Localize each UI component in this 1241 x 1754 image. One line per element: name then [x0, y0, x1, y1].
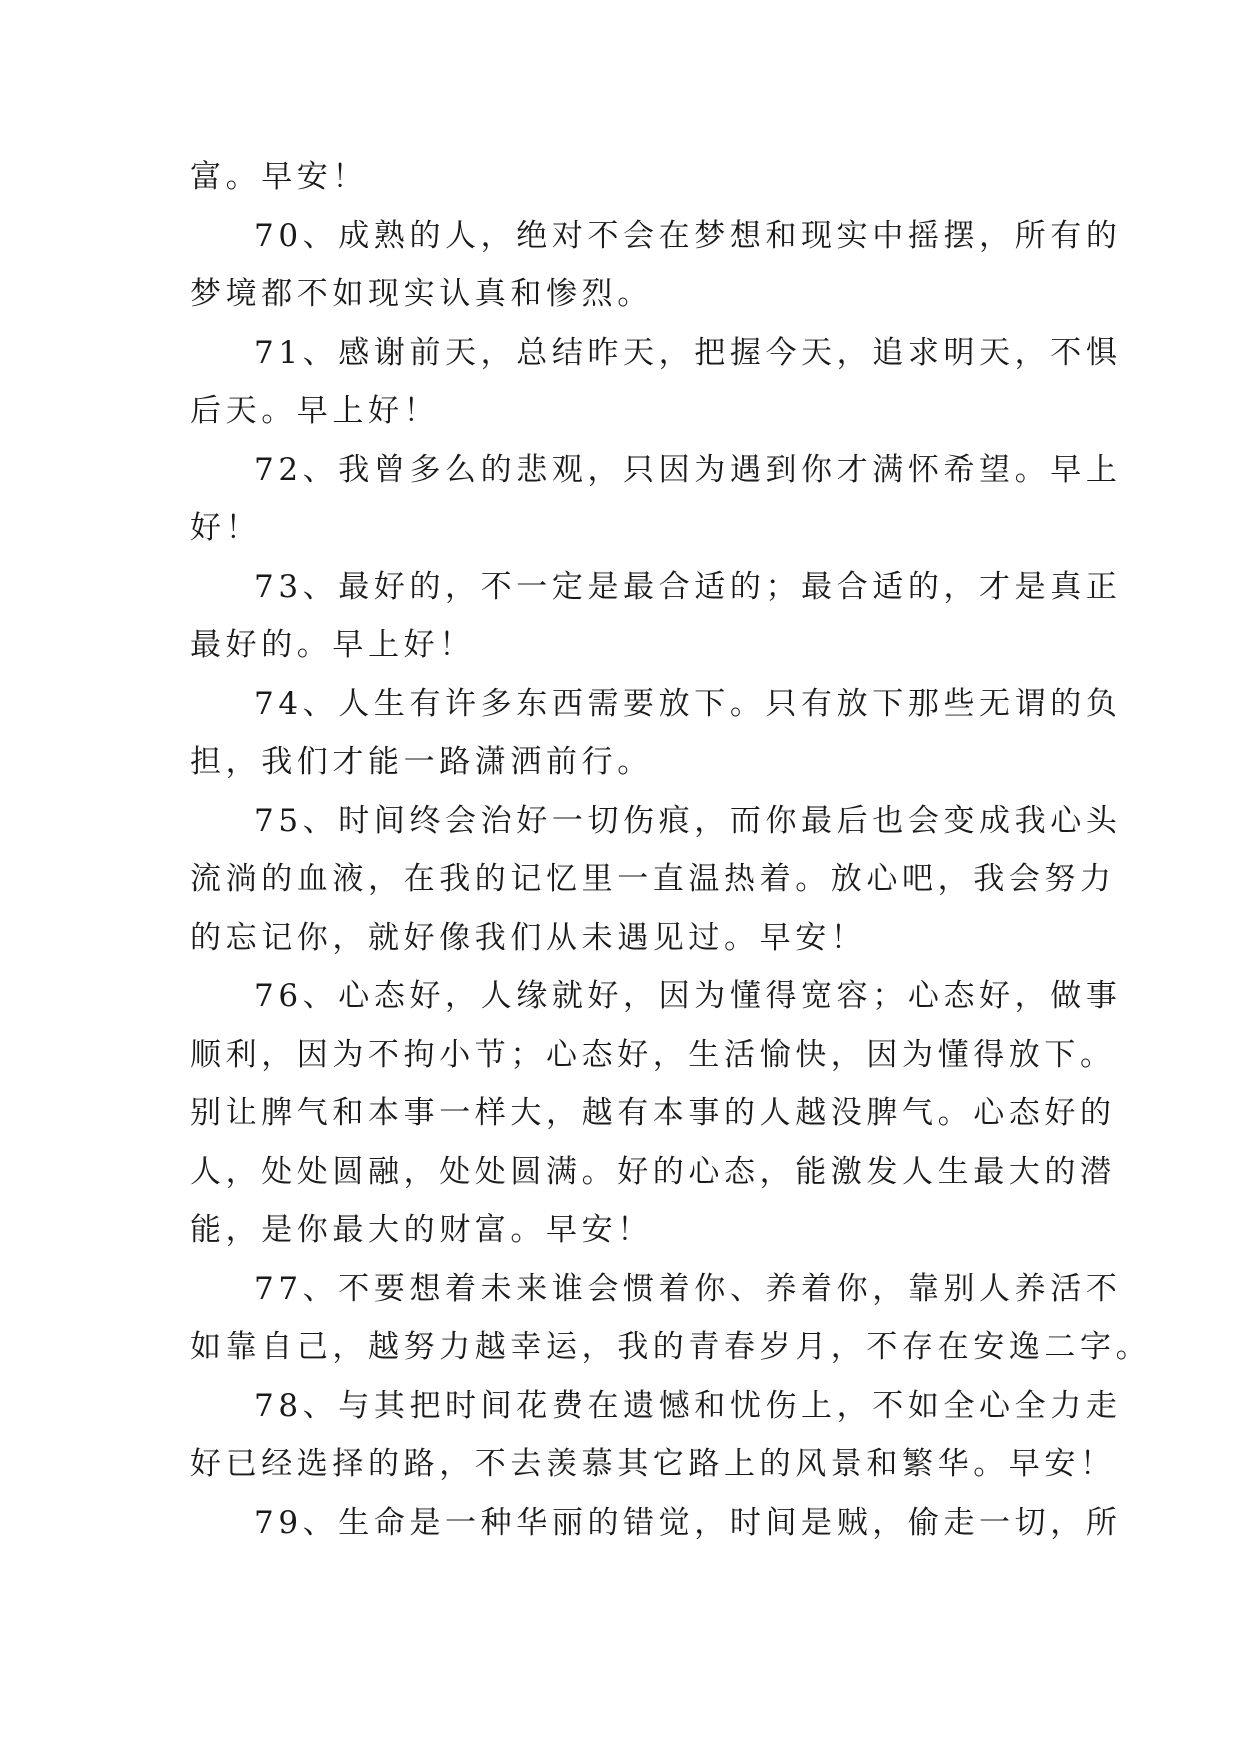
text-line: 流淌的血液，在我的记忆里一直温热着。放心吧，我会努力	[190, 861, 1116, 897]
text-line: 担，我们才能一路潇洒前行。	[190, 744, 653, 780]
text-line: 79、生命是一种华丽的错觉，时间是贼，偷走一切，所	[254, 1504, 1122, 1541]
text-line: 别让脾气和本事一样大，越有本事的人越没脾气。心态好的	[190, 1095, 1116, 1131]
document-body	[190, 148, 1152, 1552]
text-line: 富。早安！	[190, 159, 368, 195]
text-line: 梦境都不如现实认真和惨烈。	[190, 276, 653, 312]
text-line: 能，是你最大的财富。早安！	[190, 1212, 653, 1248]
paragraph-70	[190, 207, 1122, 324]
text-line: 76、心态好，人缘就好，因为懂得宽容；心态好，做事	[254, 978, 1122, 1014]
paragraph-continuation	[190, 148, 1070, 207]
paragraph-74	[190, 675, 1122, 792]
paragraph-73	[190, 558, 1122, 675]
text-line: 好已经选择的路，不去羡慕其它路上的风景和繁华。早安！	[190, 1446, 1116, 1482]
text-line: 的忘记你，就好像我们从未遇见过。早安！	[190, 919, 867, 956]
text-line: 78、与其把时间花费在遗憾和忧伤上，不如全心全力走	[254, 1387, 1122, 1424]
text-line: 后天。早上好！	[190, 393, 440, 429]
text-line: 72、我曾多么的悲观，只因为遇到你才满怀希望。早上	[254, 451, 1122, 488]
paragraph-78	[190, 1377, 1122, 1494]
paragraph-76	[190, 967, 1122, 1260]
paragraph-77	[190, 1260, 1152, 1377]
text-line: 如靠自己，越努力越幸运，我的青春岁月，不存在安逸二字。	[190, 1329, 1152, 1365]
text-line: 73、最好的，不一定是最合适的；最合适的，才是真正	[254, 568, 1122, 605]
text-line: 顺利，因为不拘小节；心态好，生活愉快，因为懂得放下。	[190, 1036, 1116, 1073]
text-line: 好！	[190, 510, 262, 546]
text-line: 71、感谢前天，总结昨天，把握今天，追求明天，不惧	[254, 334, 1122, 371]
text-line: 77、不要想着未来谁会惯着你、养着你，靠别人养活不	[254, 1270, 1122, 1307]
text-line: 74、人生有许多东西需要放下。只有放下那些无谓的负	[254, 685, 1122, 722]
text-line: 70、成熟的人，绝对不会在梦想和现实中摇摆，所有的	[254, 217, 1122, 254]
paragraph-71	[190, 324, 1122, 441]
text-line: 人，处处圆融，处处圆满。好的心态，能激发人生最大的潜	[190, 1153, 1116, 1190]
paragraph-72	[190, 441, 1122, 558]
text-line: 最好的。早上好！	[190, 627, 475, 663]
paragraph-75	[190, 792, 1122, 968]
text-line: 75、时间终会治好一切伤痕，而你最后也会变成我心头	[254, 802, 1122, 839]
paragraph-79	[190, 1494, 1122, 1553]
